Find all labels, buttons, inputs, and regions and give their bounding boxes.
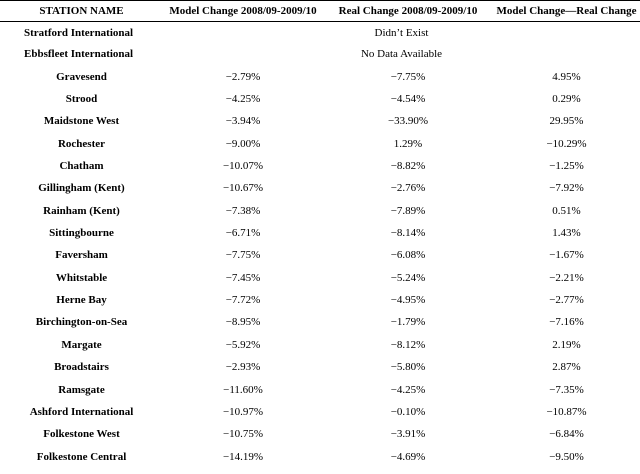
real-change-cell: −4.54%: [390, 92, 426, 105]
difference-cell: 0.29%: [552, 92, 581, 105]
table-row: [0, 334, 640, 356]
header-row: [0, 1, 640, 22]
table-row: [0, 65, 640, 87]
real-change-cell: −5.80%: [390, 361, 426, 374]
station-name: Stratford International: [24, 26, 134, 39]
station-name: Whitstable: [55, 271, 108, 284]
real-change-cell: −1.79%: [390, 316, 426, 329]
difference-cell: 2.19%: [552, 338, 581, 351]
station-name: Birchington-on-Sea: [35, 316, 128, 329]
station-name: Broadstairs: [54, 361, 109, 374]
real-change-cell: −3.91%: [390, 428, 426, 441]
station-name: Gravesend: [56, 70, 107, 83]
station-name: Gillingham (Kent): [38, 182, 125, 195]
real-change-cell: −4.69%: [390, 450, 426, 463]
table-row: [0, 132, 640, 154]
real-change-cell: −8.12%: [390, 338, 426, 351]
real-change-cell: −4.95%: [390, 294, 426, 307]
station-name: Rainham (Kent): [43, 204, 120, 217]
table-row: [0, 222, 640, 244]
table-row: [0, 155, 640, 177]
difference-cell: −10.87%: [546, 405, 587, 418]
table-row: [0, 177, 640, 199]
difference-cell: −6.84%: [549, 428, 584, 441]
table-row: [0, 200, 640, 222]
station-name: Sittingbourne: [49, 227, 114, 240]
table-row: [0, 244, 640, 266]
difference-cell: 29.95%: [549, 115, 584, 128]
difference-cell: 1.43%: [552, 227, 581, 240]
station-name: Ashford International: [29, 405, 134, 418]
table-row: [0, 401, 640, 423]
table-row: [0, 423, 640, 445]
real-change-cell: −4.25%: [390, 383, 426, 396]
station-name: Margate: [61, 338, 102, 351]
difference-cell: −1.67%: [549, 249, 584, 262]
table-row: [0, 445, 640, 467]
difference-cell: −7.35%: [549, 383, 584, 396]
real-change-cell: −8.82%: [390, 159, 426, 172]
table-row: [0, 289, 640, 311]
real-change-cell: −8.14%: [390, 227, 426, 240]
station-note: Didn’t Exist: [374, 26, 429, 39]
header-model-change: Model Change 2008/09-2009/10: [163, 1, 323, 22]
station-name: Rochester: [57, 137, 106, 150]
difference-cell: −9.50%: [549, 450, 584, 463]
table-row: [0, 110, 640, 132]
table-row-special: [0, 43, 640, 65]
station-name: Herne Bay: [56, 294, 107, 307]
header-station-name: STATION NAME: [0, 1, 163, 22]
table-row: [0, 311, 640, 333]
station-name: Maidstone West: [43, 115, 120, 128]
model-change-cell: −2.79%: [225, 70, 261, 83]
table-data-rows: [0, 65, 640, 467]
station-note: No Data Available: [360, 48, 443, 61]
difference-cell: −1.25%: [549, 159, 584, 172]
model-change-cell: −14.19%: [222, 450, 264, 463]
station-name: Chatham: [59, 159, 104, 172]
header-difference: Model Change—Real Change: [493, 1, 640, 22]
table-row: [0, 267, 640, 289]
model-change-cell: −10.67%: [222, 182, 264, 195]
difference-cell: −2.77%: [549, 294, 584, 307]
difference-cell: −7.92%: [549, 182, 584, 195]
station-name: Folkestone West: [43, 428, 120, 441]
real-change-cell: −6.08%: [390, 249, 426, 262]
model-change-cell: −10.75%: [222, 428, 264, 441]
model-change-cell: −6.71%: [225, 227, 261, 240]
real-change-cell: −7.89%: [390, 204, 426, 217]
model-change-cell: −3.94%: [225, 115, 261, 128]
model-change-cell: −11.60%: [223, 383, 263, 396]
station-name: Strood: [65, 92, 98, 105]
model-change-cell: −7.75%: [225, 249, 261, 262]
table-row-special: [0, 22, 640, 44]
model-change-cell: −5.92%: [225, 338, 261, 351]
real-change-cell: −5.24%: [390, 271, 426, 284]
station-name: Faversham: [55, 249, 108, 262]
model-change-cell: −7.72%: [225, 294, 261, 307]
model-change-cell: −8.95%: [225, 316, 261, 329]
real-change-cell: −0.10%: [390, 405, 426, 418]
station-name: Ramsgate: [58, 383, 105, 396]
real-change-cell: −7.75%: [390, 70, 426, 83]
difference-cell: 0.51%: [552, 204, 581, 217]
difference-cell: 2.87%: [552, 361, 581, 374]
model-change-cell: −9.00%: [225, 137, 261, 150]
real-change-cell: 1.29%: [393, 137, 423, 150]
real-change-cell: −2.76%: [390, 182, 426, 195]
model-change-cell: −2.93%: [225, 361, 261, 374]
table-body: [0, 22, 640, 66]
header-real-change: Real Change 2008/09-2009/10: [323, 1, 493, 22]
real-change-cell: −33.90%: [387, 115, 429, 128]
station-name: Folkestone Central: [36, 450, 127, 463]
station-name: Ebbsfleet International: [24, 48, 134, 61]
difference-cell: −7.16%: [549, 316, 584, 329]
table-row: [0, 88, 640, 110]
model-change-cell: −4.25%: [225, 92, 261, 105]
model-change-cell: −10.07%: [222, 159, 264, 172]
model-change-cell: −7.38%: [225, 204, 261, 217]
difference-cell: −10.29%: [546, 137, 587, 150]
difference-cell: 4.95%: [552, 70, 581, 83]
table-row: [0, 378, 640, 400]
model-change-cell: −7.45%: [225, 271, 261, 284]
table-row: [0, 356, 640, 378]
table-header: [0, 1, 640, 22]
difference-cell: −2.21%: [549, 271, 584, 284]
model-change-cell: −10.97%: [222, 405, 264, 418]
